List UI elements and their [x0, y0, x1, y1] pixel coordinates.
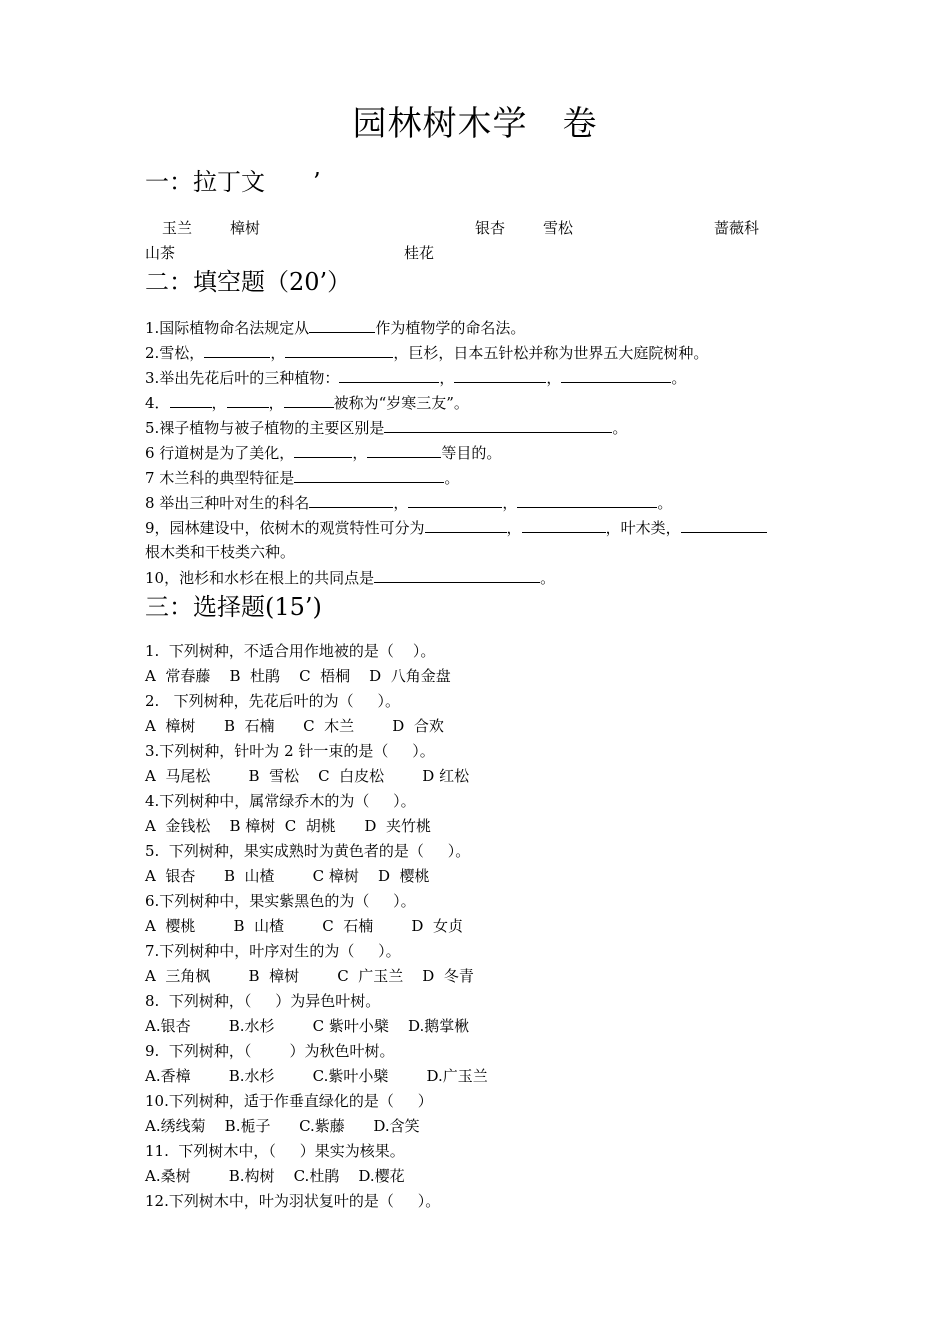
latin-word: 雪松 [543, 219, 574, 237]
answer-blank[interactable] [384, 417, 612, 433]
choice-question: 6.下列树种中，果实紫黑色的为（ ）。 [145, 892, 416, 910]
choice-options: A 马尾松 B 雪松 C 白皮松 D 红松 [145, 767, 470, 785]
answer-blank[interactable] [285, 342, 393, 358]
answer-blank[interactable] [425, 517, 507, 533]
fill-question-9-continued: 根木类和干枝类六种。 [145, 543, 296, 561]
fill-question-8: 8 举出三种叶对生的科名 ， ， 。 [145, 494, 673, 512]
fill-question-9: 9，园林建设中，依树木的观赏特性可分为 ， ，叶木类， [145, 517, 767, 538]
choice-question: 7.下列树种中，叶序对生的为（ ）。 [145, 942, 401, 960]
fill-question-1: 1.国际植物命名法规定从 作为植物学的命名法。 [145, 319, 526, 337]
choice-options: A 樟树 B 石楠 C 木兰 D 合欢 [145, 717, 444, 735]
answer-blank[interactable] [294, 442, 352, 458]
fill-question-3: 3.举出先花后叶的三种植物： ， ， 。 [145, 369, 687, 387]
choice-question: 1. 下列树种，不适合用作地被的是（ ）。 [145, 642, 436, 660]
latin-word: 山茶 [145, 244, 176, 262]
choice-options: A.绣线菊 B.栀子 C.紫藤 D.含笑 [145, 1117, 420, 1135]
answer-blank[interactable] [374, 567, 540, 583]
answer-blank[interactable] [408, 492, 502, 508]
latin-word: 银杏 [475, 219, 506, 237]
answer-blank[interactable] [309, 317, 375, 333]
choice-question: 8. 下列树种，（ ）为异色叶树。 [145, 992, 381, 1010]
answer-blank[interactable] [309, 492, 393, 508]
choice-options: A 银杏 B 山楂 C 樟树 D 樱桃 [145, 867, 430, 885]
choice-question: 2. 下列树种，先花后叶的为（ ）。 [145, 692, 400, 710]
answer-blank[interactable] [681, 517, 767, 533]
choice-question: 10.下列树种，适于作垂直绿化的是（ ） [145, 1092, 433, 1110]
answer-blank[interactable] [522, 517, 606, 533]
answer-blank[interactable] [294, 467, 444, 483]
choice-question: 9. 下列树种，（ ）为秋色叶树。 [145, 1042, 395, 1060]
choice-question: 5. 下列树种，果实成熟时为黄色者的是（ ）。 [145, 842, 471, 860]
fill-question-7: 7 木兰科的典型特征是 。 [145, 469, 460, 487]
latin-word: 玉兰 [162, 219, 193, 237]
answer-blank[interactable] [367, 442, 441, 458]
choice-options: A 樱桃 B 山楂 C 石楠 D 女贞 [145, 917, 463, 935]
section-heading-fill-blank: 二：填空题（20’） [145, 268, 352, 296]
fill-question-5: 5.裸子植物与被子植物的主要区别是 。 [145, 419, 628, 437]
latin-word: 樟树 [230, 219, 261, 237]
choice-options: A.香樟 B.水杉 C.紫叶小檗 D.广玉兰 [145, 1067, 488, 1085]
latin-word: 桂花 [404, 244, 435, 262]
answer-blank[interactable] [561, 367, 671, 383]
page-title: 园林树木学 卷 [352, 104, 598, 144]
fill-question-10: 10，池杉和水杉在根上的共同点是 。 [145, 569, 556, 587]
answer-blank[interactable] [170, 392, 212, 408]
answer-blank[interactable] [284, 392, 334, 408]
fill-question-4: 4． ， ， 被称为“岁寒三友”。 [145, 394, 469, 412]
fill-question-6: 6 行道树是为了美化， ， 等目的。 [145, 444, 502, 462]
answer-blank[interactable] [454, 367, 546, 383]
choice-options: A 三角枫 B 樟树 C 广玉兰 D 冬青 [145, 967, 474, 985]
choice-question: 11. 下列树木中，（ ）果实为核果。 [145, 1142, 405, 1160]
section-heading-latin: 一：拉丁文 ’ [145, 168, 321, 196]
choice-question: 12.下列树木中，叶为羽状复叶的是（ ）。 [145, 1192, 441, 1210]
answer-blank[interactable] [517, 492, 657, 508]
choice-options: A 金钱松 B 樟树 C 胡桃 D 夹竹桃 [145, 817, 431, 835]
fill-question-2: 2.雪松， ， ，巨杉，日本五针松并称为世界五大庭院树种。 [145, 344, 709, 362]
choice-options: A.银杏 B.水杉 C 紫叶小檗 D.鹅掌楸 [145, 1017, 470, 1035]
answer-blank[interactable] [227, 392, 269, 408]
choice-question: 3.下列树种，针叶为 2 针一束的是（ ）。 [145, 742, 435, 760]
answer-blank[interactable] [339, 367, 439, 383]
answer-blank[interactable] [204, 342, 270, 358]
choice-options: A 常春藤 B 杜鹃 C 梧桐 D 八角金盘 [145, 667, 451, 685]
latin-word: 蔷薇科 [714, 219, 760, 237]
choice-question: 4.下列树种中，属常绿乔木的为（ ）。 [145, 792, 416, 810]
choice-options: A.桑树 B.构树 C.杜鹃 D.樱花 [145, 1167, 405, 1185]
section-heading-choice: 三：选择题(15’) [145, 593, 322, 621]
